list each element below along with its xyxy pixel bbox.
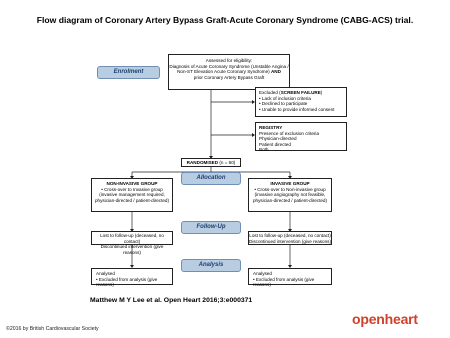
eligibility-line-3	[169, 69, 289, 75]
eligibility-box	[168, 54, 290, 90]
excluded-heading-text: SCREEN FAILURE	[280, 90, 321, 95]
stage-allocation: Allocation	[181, 172, 241, 185]
analysis-left-line: Analysed	[96, 271, 115, 276]
analysis-right-box	[248, 268, 332, 288]
invasive-line: (invasive angiography not feasible,	[254, 192, 326, 198]
eligibility-line-1: Assessed for eligibility:	[205, 58, 253, 63]
excluded-item: • Declined to participate	[259, 101, 308, 107]
analysis-right-line: Analysed	[253, 271, 272, 276]
eligibility-and: AND	[270, 69, 281, 75]
copyright: ©2016 by British Cardiovascular Society	[6, 326, 99, 332]
citation: Matthew M Y Lee et al. Open Heart 2016;3:e000371	[90, 297, 253, 304]
analysis-left-box	[91, 268, 173, 288]
openheart-logo: openheart	[352, 311, 418, 327]
followup-right-box	[248, 231, 332, 245]
randomised-label: RANDOMISED	[186, 160, 219, 165]
registry-box	[255, 122, 347, 151]
randomised-count: (n = 60)	[219, 160, 236, 165]
eligibility-line-2: Diagnosis of Acute Coronary Syndrome (Unstable Angina /	[169, 63, 289, 69]
excluded-prefix: Excluded (	[259, 90, 281, 95]
noninvasive-heading: NON-INVASIVE GROUP	[106, 181, 158, 186]
invasive-line: • Cross-over to Non-invasive group	[254, 186, 326, 192]
analysis-left-line: • Excluded from analysis (give reasons)	[96, 276, 158, 288]
followup-left-line: Discontinued intervention (give reasons)	[100, 244, 164, 255]
eligibility-line-3-text: Non-ST Elevation Acute Coronary Syndrome)	[177, 69, 270, 75]
followup-left-box	[91, 231, 173, 255]
figure-title: Flow diagram of Coronary Artery Bypass Graft-Acute Coronary Syndrome (CABG-ACS) trial.	[36, 15, 414, 25]
invasive-group-box	[248, 178, 332, 212]
invasive-line: physician-directed / patient-directed)	[252, 197, 328, 203]
excluded-item: • Lack of inclusion criteria	[259, 95, 311, 101]
analysis-right-line: • Excluded from analysis (give reasons)	[253, 276, 315, 288]
followup-left-line: Lost to follow-up (deceased, no contact)	[100, 233, 164, 244]
stage-enrolment: Enrolment	[97, 66, 160, 79]
excluded-suffix: )	[320, 90, 323, 95]
stage-analysis: Analysis	[181, 259, 241, 272]
registry-item: Physician-directed	[259, 136, 297, 142]
followup-right-line: Lost to follow-up (deceased, no contact)	[249, 233, 331, 238]
invasive-heading: INVASIVE GROUP	[270, 181, 310, 186]
excluded-box	[255, 87, 347, 117]
registry-heading: REGISTRY	[259, 125, 283, 130]
registry-item: Patient directed	[259, 141, 291, 147]
noninvasive-group-box	[91, 178, 173, 212]
stage-followup: Follow-Up	[181, 221, 241, 234]
registry-item: Both.	[259, 147, 270, 153]
eligibility-line-4: prior Coronary Artery Bypass Graft	[193, 74, 265, 80]
noninvasive-line: (invasive management required,	[99, 192, 165, 198]
excluded-item: • Unable to provide informed consent	[259, 106, 335, 112]
followup-right-line: Discontinued intervention (give reasons)	[249, 238, 331, 244]
noninvasive-line: • Cross-over to Invasive group	[101, 186, 163, 192]
registry-item: Presence of exclusion criteria	[259, 130, 320, 136]
noninvasive-line: physician-directed / patient-directed)	[94, 197, 170, 203]
randomised-box	[181, 158, 241, 167]
